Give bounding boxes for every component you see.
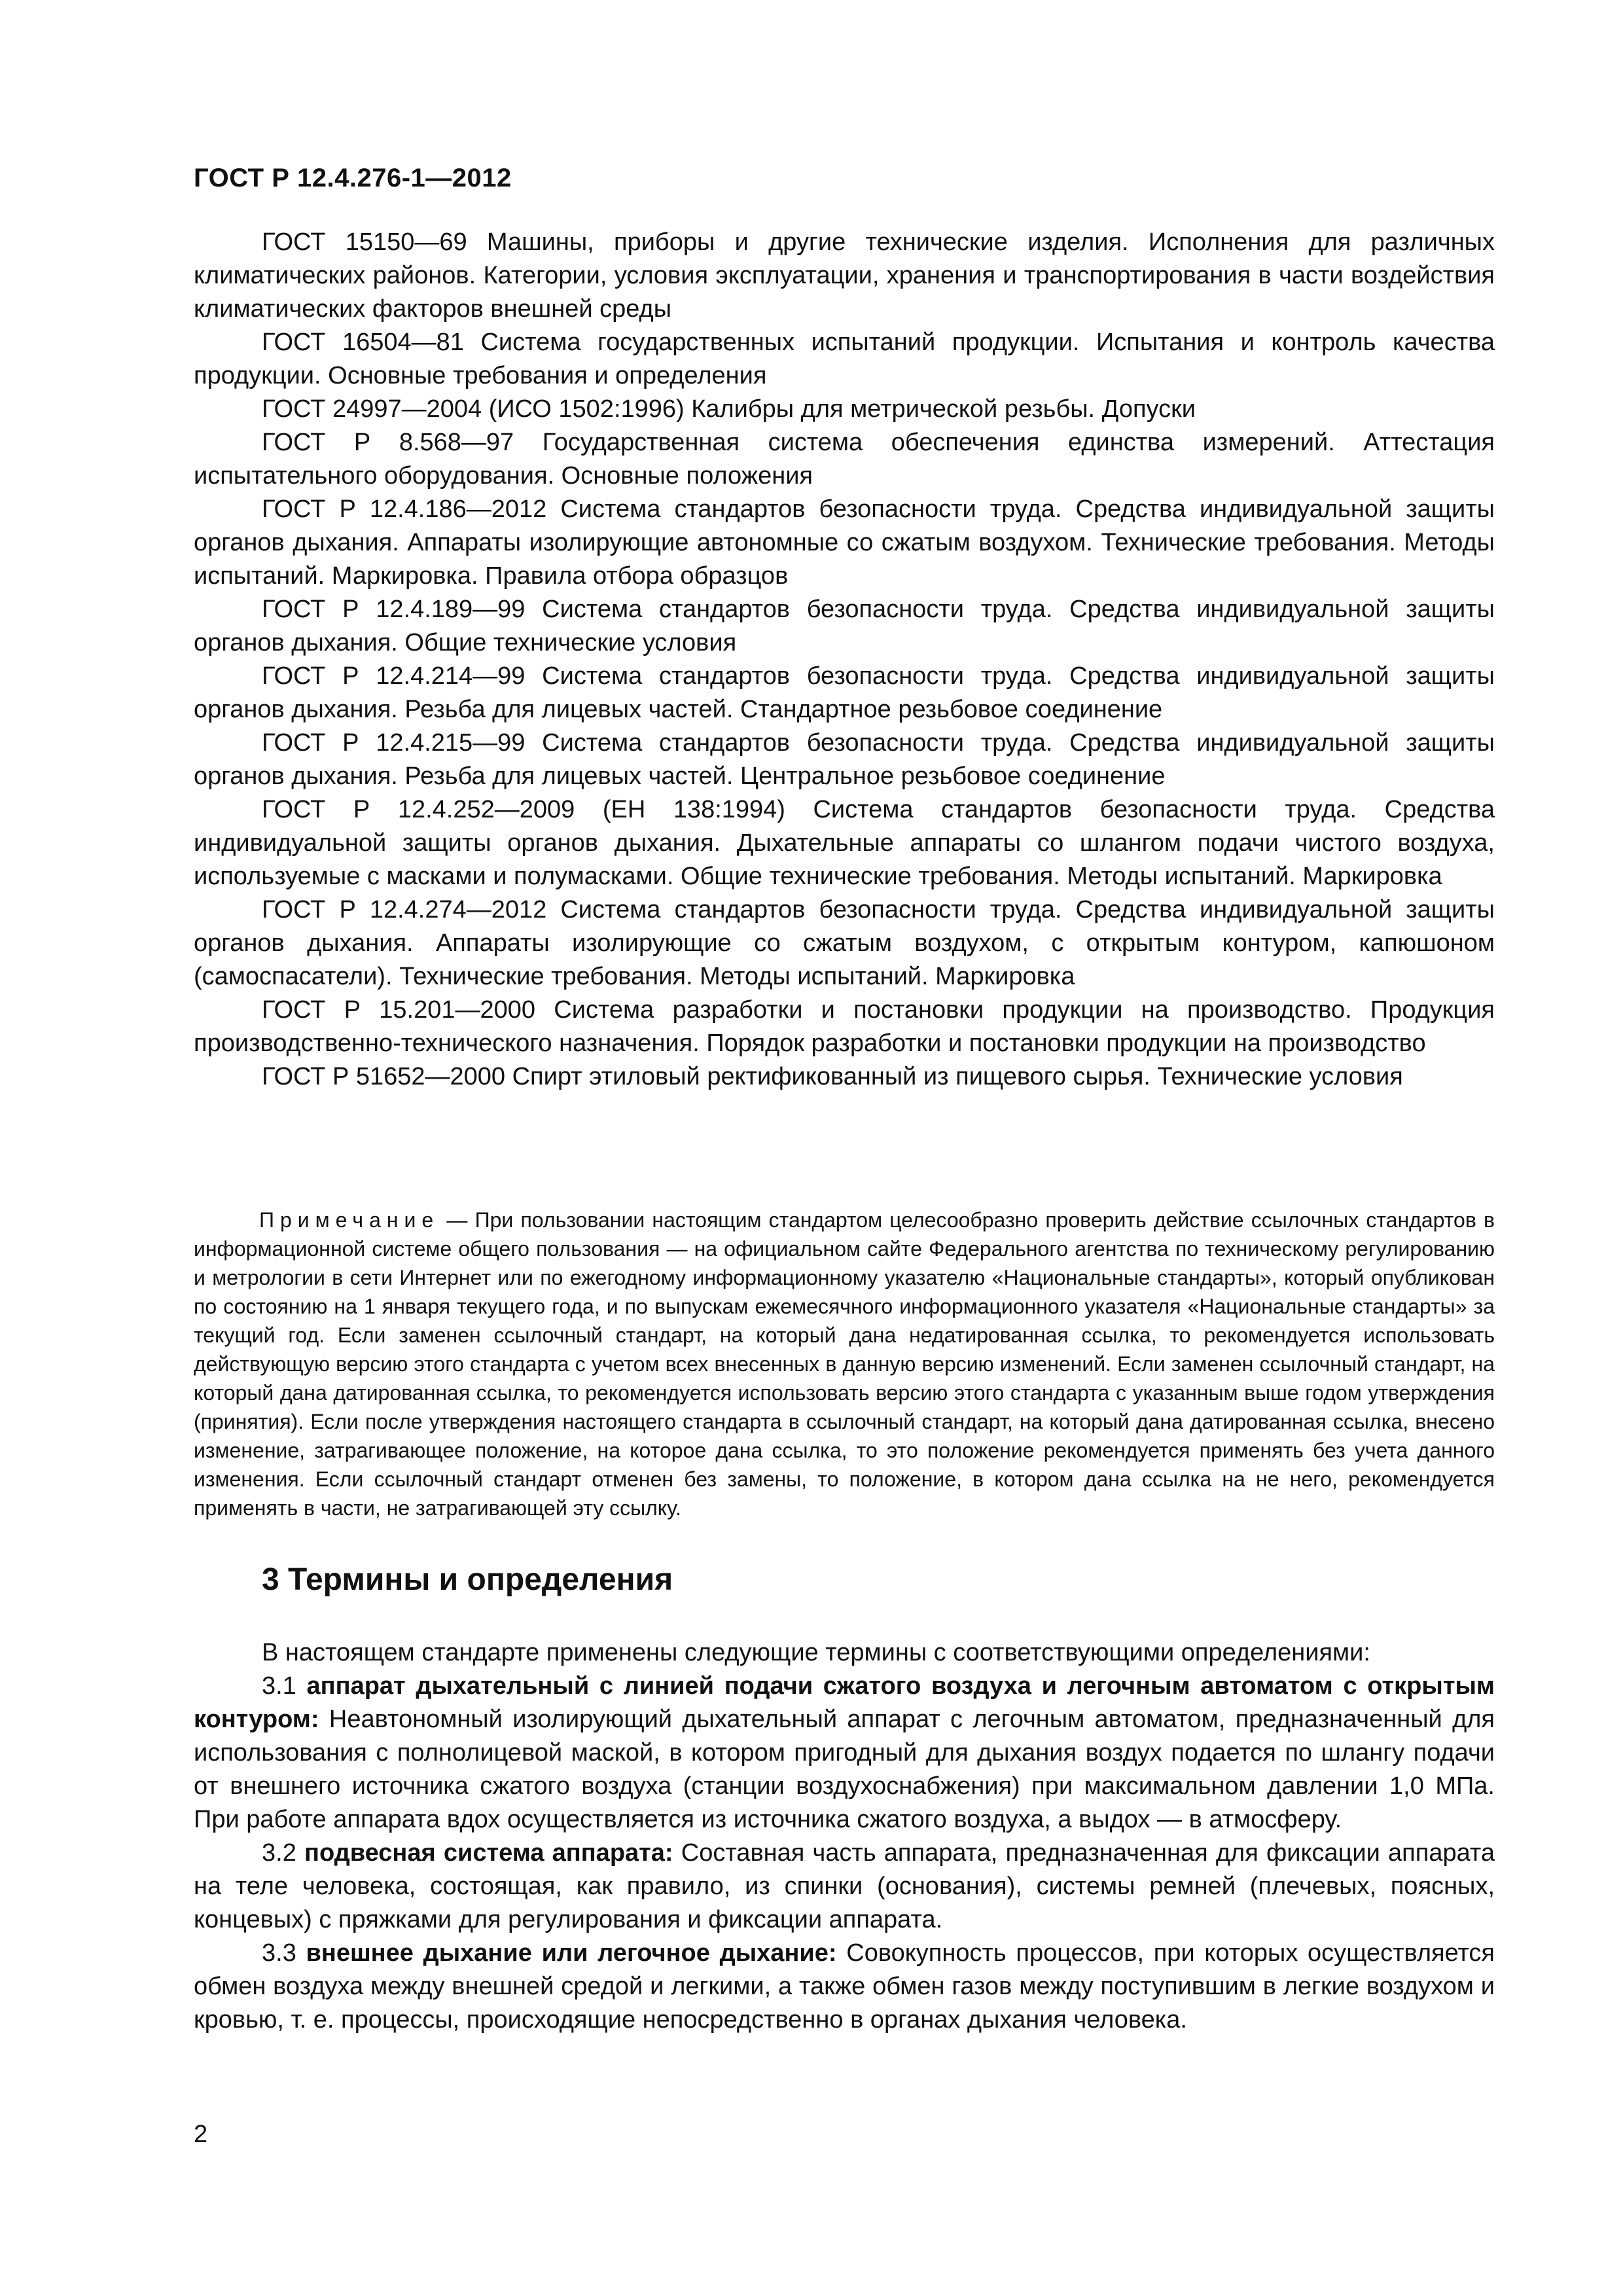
reference-item: ГОСТ Р 12.4.189—99 Система стандартов безопасности труда. Средства индивидуальной защиты органов дыхания. Общие технические условия: [194, 596, 1495, 656]
term-definition: Составная часть аппарата, предназначенная для фиксации аппарата на теле человека, состоящая, как правило, из спинки (основания), системы ремней (плечевых, поясных, концевых) с пряжками для регулирования и фиксации аппарата.: [194, 1839, 1495, 1933]
terms-section: [194, 1636, 1495, 2037]
term-number: 3.2: [262, 1839, 296, 1867]
reference-item: ГОСТ Р 12.4.274—2012 Система стандартов безопасности труда. Средства индивидуальной защиты органов дыхания. Аппараты изолирующие со сжатым воздухом, с открытым контуром, капюшоном (самоспасатели). Технические требования. Методы испытаний. Маркировка: [194, 896, 1495, 990]
note-paragraph: [194, 1206, 1495, 1522]
reference-item: ГОСТ Р 15.201—2000 Система разработки и постановки продукции на производство. Продукция производственно-технического назначения. Порядок разработки и постановки продукции на производство: [194, 996, 1495, 1057]
term-name: подвесная система аппарата:: [304, 1839, 673, 1867]
section-intro: В настоящем стандарте применены следующие термины с соответствующими определениями:: [262, 1639, 1370, 1666]
reference-item: ГОСТ Р 12.4.252—2009 (ЕН 138:1994) Система стандартов безопасности труда. Средства индивидуальной защиты органов дыхания. Дыхательные аппараты со шлангом подачи чистого воздуха, используемые с масками и полумасками. Общие технические требования. Методы испытаний. Маркировка: [194, 796, 1495, 890]
section-title: 3 Термины и определения: [262, 1562, 673, 1597]
reference-item: ГОСТ 15150—69 Машины, приборы и другие технические изделия. Исполнения для различных климатических районов. Категории, условия эксплуатации, хранения и транспортирования в части воздействия климатических факторов внешней среды: [194, 228, 1495, 323]
reference-item: ГОСТ 16504—81 Система государственных испытаний продукции. Испытания и контроль качества продукции. Основные требования и определения: [194, 329, 1495, 389]
term-definition: Неавтономный изолирующий дыхательный аппарат с легочным автоматом, предназначенный для использования с полнолицевой маской, в котором пригодный для дыхания воздух подается по шлангу подачи от внешнего источника сжатого воздуха (станции воздухоснабжения) при максимальном давлении 1,0 МПа. При работе аппарата вдох осуществляется из источника сжатого воздуха, а выдох — в атмосферу.: [194, 1706, 1495, 1833]
reference-item: ГОСТ 24997—2004 (ИСО 1502:1996) Калибры для метрической резьбы. Допуски: [262, 395, 1196, 423]
term-entry: [194, 1837, 1495, 1937]
reference-item: ГОСТ Р 12.4.215—99 Система стандартов безопасности труда. Средства индивидуальной защиты органов дыхания. Резьба для лицевых частей. Центральное резьбовое соединение: [194, 729, 1495, 790]
reference-item: ГОСТ Р 8.568—97 Государственная система обеспечения единства измерений. Аттестация испытательного оборудования. Основные положения: [194, 429, 1495, 490]
reference-item: ГОСТ Р 12.4.214—99 Система стандартов безопасности труда. Средства индивидуальной защиты органов дыхания. Резьба для лицевых частей. Стандартное резьбовое соединение: [194, 662, 1495, 723]
page-number: 2: [194, 2121, 208, 2148]
term-number: 3.3: [262, 1939, 296, 1967]
document-header: ГОСТ Р 12.4.276-1—2012: [194, 164, 512, 192]
note-text: При пользовании настоящим стандартом целесообразно проверить действие ссылочных стандартов в информационной системе общего пользования — на официальном сайте Федерального агентства по техническому регулированию и метрологии в сети Интернет или по ежегодному информационному указателю «Национальные стандарты», который опубликован по состоянию на 1 января текущего года, и по выпускам ежемесячного информационного указателя «Национальные стандарты» за текущий год. Если заменен ссылочный стандарт, на который дана недатированная ссылка, то рекомендуется использовать действующую версию этого стандарта с учетом всех внесенных в данную версию изменений. Если заменен ссылочный стандарт, на который дана датированная ссылка, то рекомендуется использовать версию этого стандарта с указанным выше годом утверждения (принятия). Если после утверждения настоящего стандарта в ссылочный стандарт, на который дана датированная ссылка, внесено изменение, затрагивающее положение, на которое дана ссылка, то это положение рекомендуется применять без учета данного изменения. Если ссылочный стандарт отменен без замены, то положение, в котором дана ссылка на не него, рекомендуется применять в части, не затрагивающей эту ссылку.: [194, 1208, 1495, 1520]
reference-item: ГОСТ Р 12.4.186—2012 Система стандартов безопасности труда. Средства индивидуальной защиты органов дыхания. Аппараты изолирующие автономные со сжатым воздухом. Технические требования. Методы испытаний. Маркировка. Правила отбора образцов: [194, 495, 1495, 590]
note-label: Примечание: [259, 1208, 440, 1232]
term-entry: [194, 1937, 1495, 2037]
term-entry: [194, 1670, 1495, 1837]
term-number: 3.1: [262, 1672, 296, 1700]
normative-references: [194, 226, 1495, 1094]
note-dash: —: [439, 1208, 475, 1232]
term-name: аппарат дыхательный с линией подачи сжатого воздуха и легочным автоматом с открытым контуром:: [194, 1672, 1495, 1733]
term-definition: Совокупность процессов, при которых осуществляется обмен воздуха между внешней средой и легкими, а также обмен газов между поступившим в легкие воздухом и кровью, т. е. процессы, происходящие непосредственно в органах дыхания человека.: [194, 1939, 1495, 2034]
reference-item: ГОСТ Р 51652—2000 Спирт этиловый ректификованный из пищевого сырья. Технические условия: [262, 1063, 1403, 1090]
term-name: внешнее дыхание или легочное дыхание:: [306, 1939, 837, 1967]
